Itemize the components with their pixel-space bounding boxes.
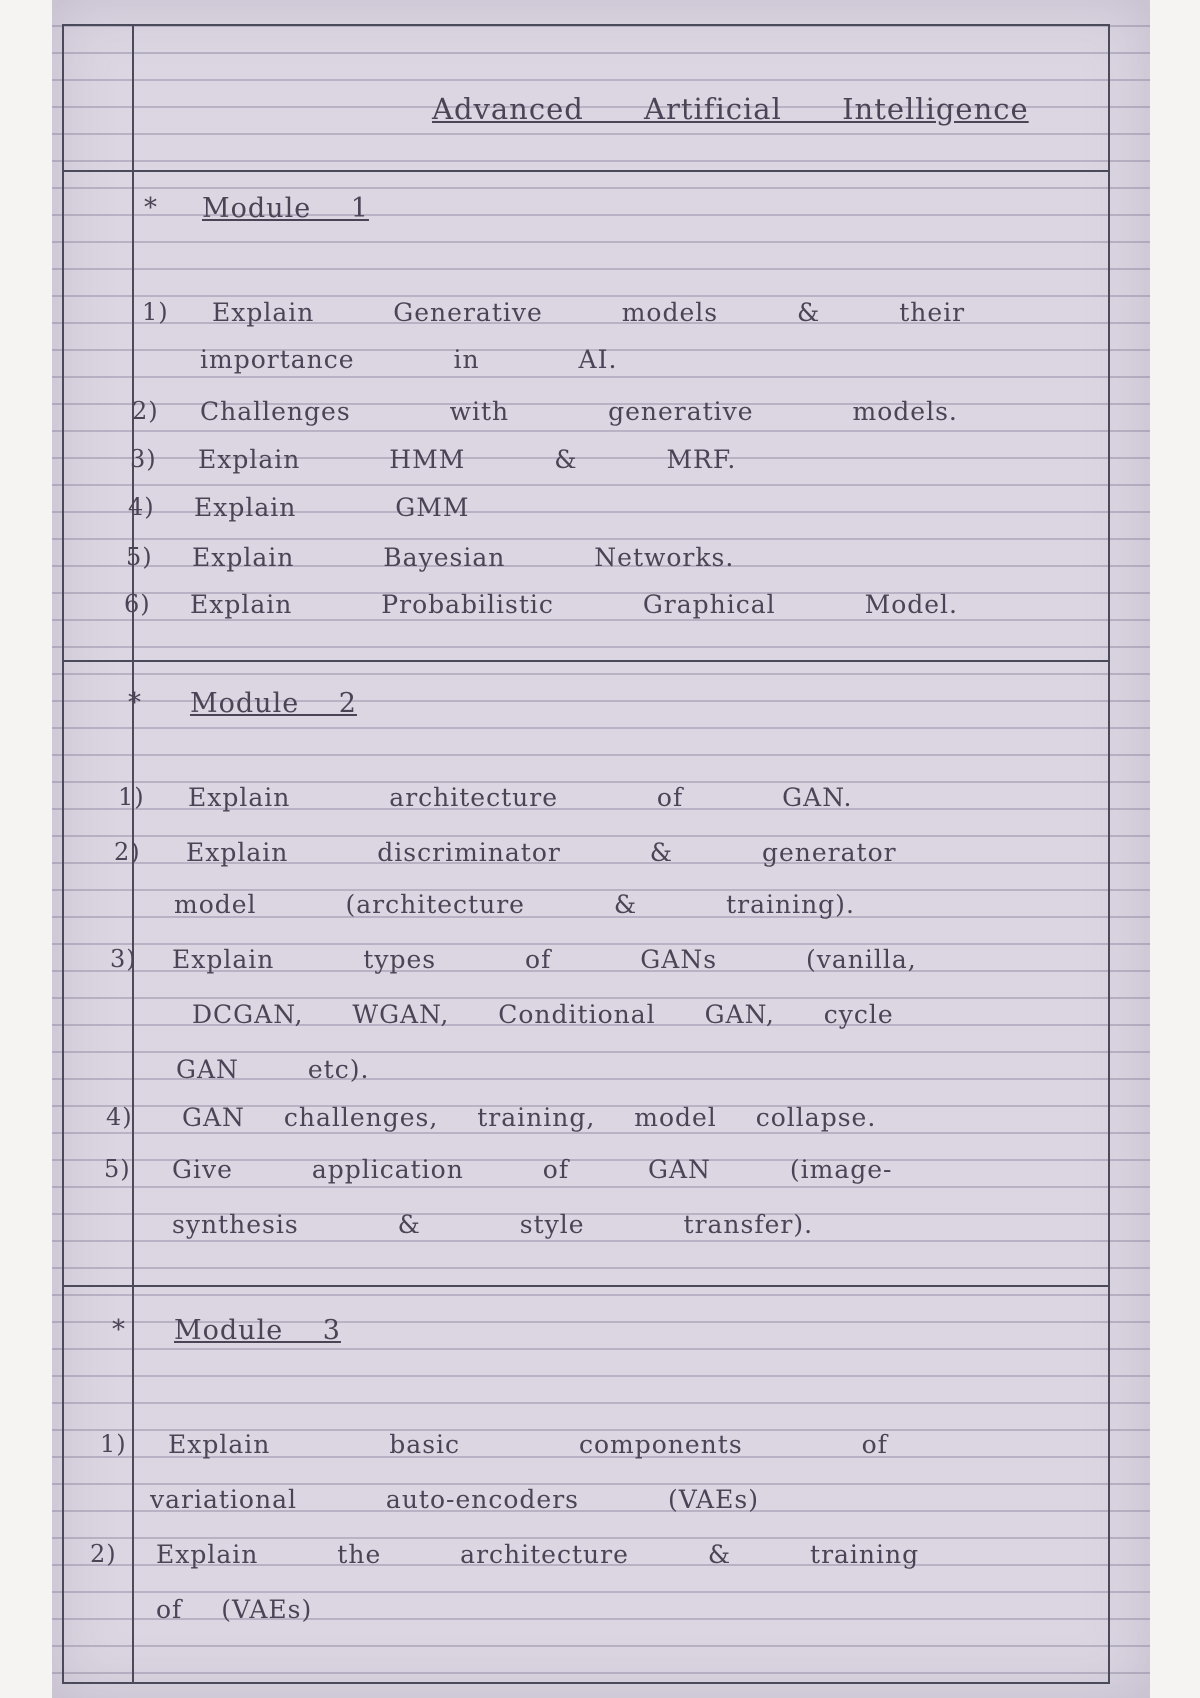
m1-item-4-line-1: Explain GMM bbox=[194, 493, 470, 522]
m2-item-4-line-1: GAN challenges, training, model collapse. bbox=[182, 1103, 877, 1132]
m3-item-1-number: 1) bbox=[100, 1430, 127, 1458]
m2-item-3-line-3: GAN etc). bbox=[176, 1055, 370, 1084]
m2-item-3-line-2: DCGAN, WGAN, Conditional GAN, cycle bbox=[192, 1000, 894, 1029]
m2-item-2-line-1: Explain discriminator & generator bbox=[186, 838, 897, 867]
module-1-bullet: * bbox=[144, 193, 158, 223]
m1-item-4-number: 4) bbox=[128, 493, 155, 521]
m2-item-5-line-1: Give application of GAN (image- bbox=[172, 1155, 893, 1184]
m2-item-3-number: 3) bbox=[110, 945, 137, 973]
m1-item-6-number: 6) bbox=[124, 590, 151, 618]
m1-item-5-line-1: Explain Bayesian Networks. bbox=[192, 543, 735, 572]
module-3-heading: Module 3 bbox=[174, 1315, 341, 1346]
m3-item-2-line-2: of (VAEs) bbox=[156, 1595, 313, 1624]
module-1-separator bbox=[62, 660, 1110, 662]
m2-item-1-line-1: Explain architecture of GAN. bbox=[188, 783, 853, 812]
m1-item-6-line-1: Explain Probabilistic Graphical Model. bbox=[190, 590, 959, 619]
m3-item-1-line-1: Explain basic components of bbox=[168, 1430, 888, 1459]
m3-item-1-line-2: variational auto-encoders (VAEs) bbox=[150, 1485, 759, 1514]
module-3-bullet: * bbox=[112, 1315, 126, 1345]
m1-item-1-line-1: Explain Generative models & their bbox=[212, 298, 966, 327]
m1-item-3-number: 3) bbox=[130, 445, 157, 473]
title-separator bbox=[62, 170, 1110, 172]
notebook-page bbox=[52, 0, 1150, 1698]
m1-item-3-line-1: Explain HMM & MRF. bbox=[198, 445, 737, 474]
module-2-bullet: * bbox=[128, 688, 142, 718]
m1-item-2-number: 2) bbox=[132, 397, 159, 425]
m1-item-5-number: 5) bbox=[126, 543, 153, 571]
m2-item-5-number: 5) bbox=[104, 1155, 131, 1183]
module-1-heading: Module 1 bbox=[202, 193, 369, 224]
module-2-heading: Module 2 bbox=[190, 688, 357, 719]
m3-item-2-number: 2) bbox=[90, 1540, 117, 1568]
m2-item-2-number: 2) bbox=[114, 838, 141, 866]
m1-item-1-number: 1) bbox=[142, 298, 169, 326]
m2-item-1-number: 1) bbox=[118, 783, 145, 811]
m1-item-2-line-1: Challenges with generative models. bbox=[200, 397, 958, 426]
m2-item-2-line-2: model (architecture & training). bbox=[174, 890, 855, 919]
module-2-separator bbox=[62, 1285, 1110, 1287]
m2-item-5-line-2: synthesis & style transfer). bbox=[172, 1210, 814, 1239]
m2-item-3-line-1: Explain types of GANs (vanilla, bbox=[172, 945, 917, 974]
m3-item-2-line-1: Explain the architecture & training bbox=[156, 1540, 920, 1569]
m1-item-1-line-2: importance in AI. bbox=[200, 345, 618, 374]
m2-item-4-number: 4) bbox=[106, 1103, 133, 1131]
page-title: Advanced Artificial Intelligence bbox=[432, 92, 1029, 126]
